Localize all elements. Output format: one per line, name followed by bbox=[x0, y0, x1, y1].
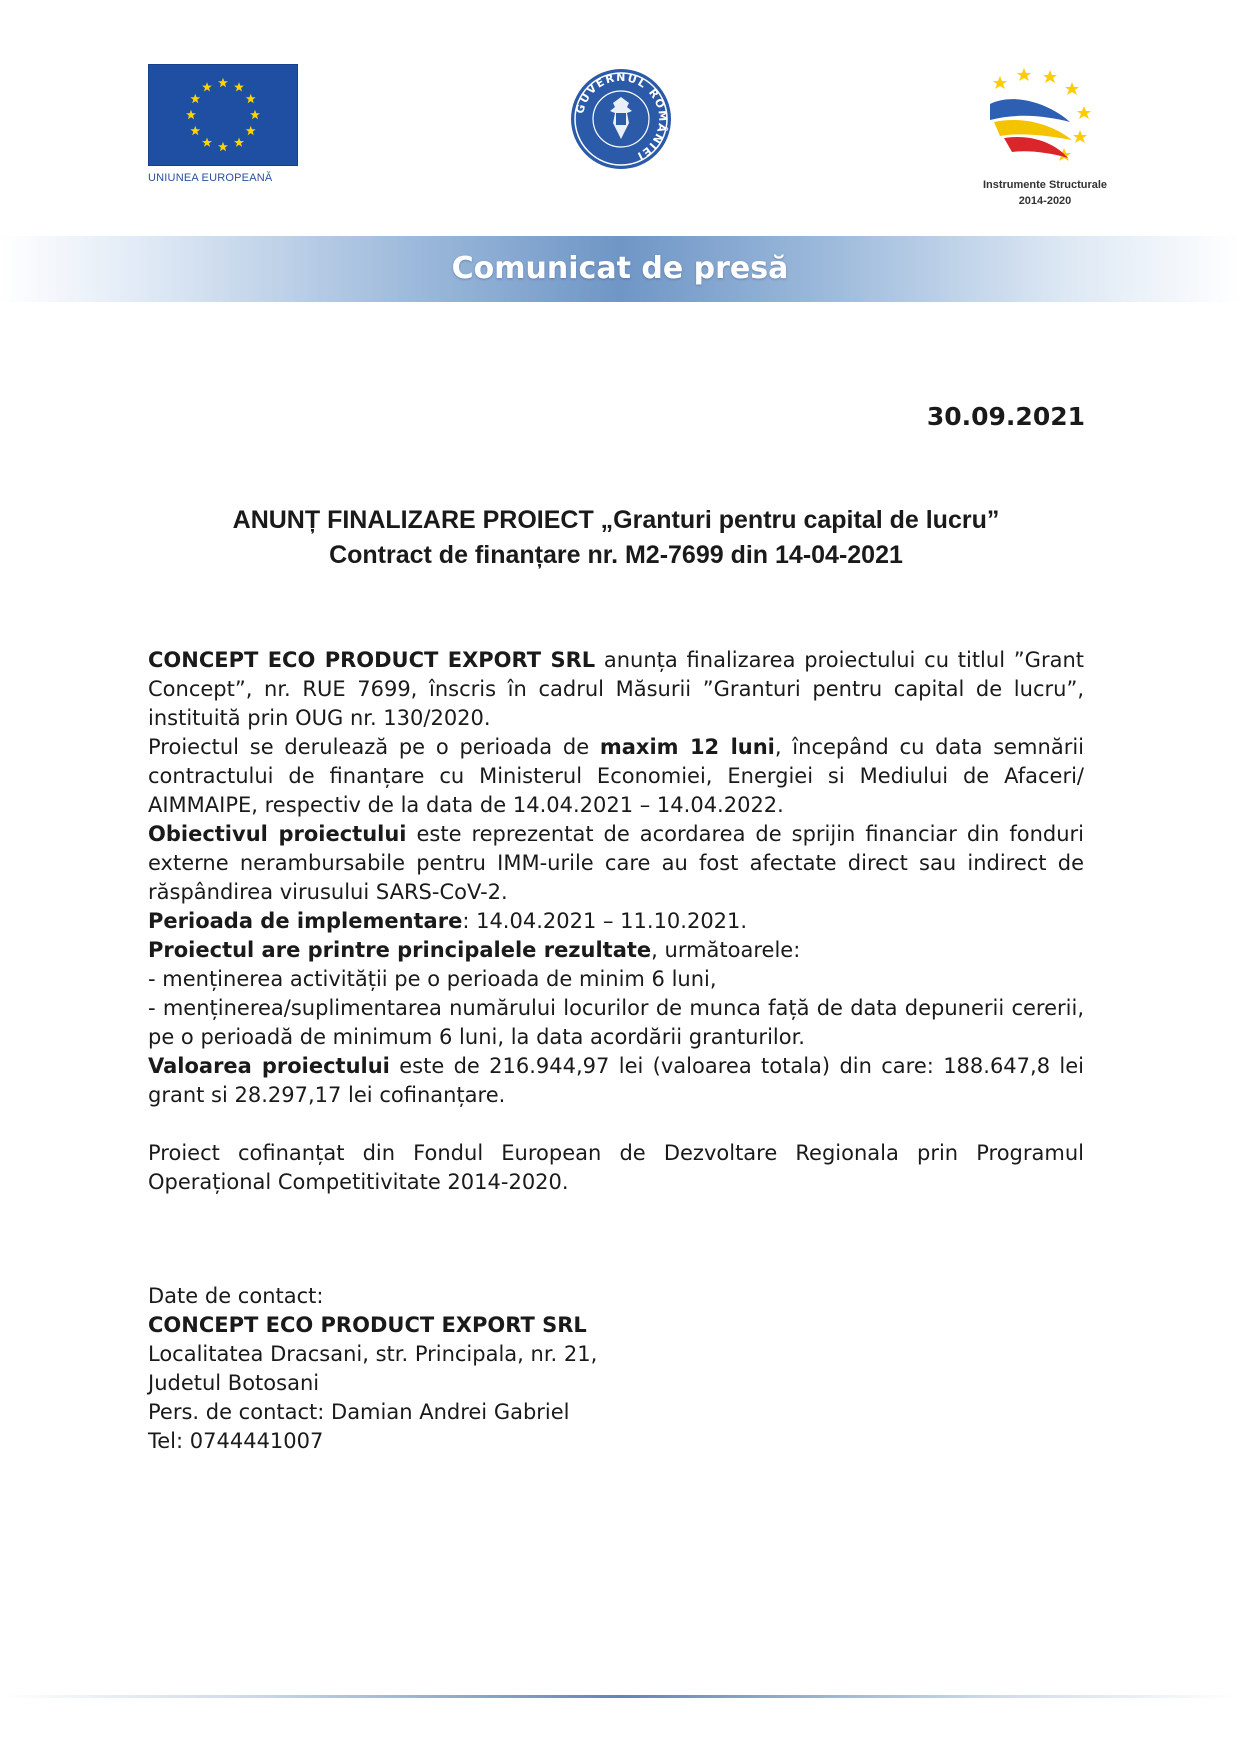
heading-line1: ANUNȚ FINALIZARE PROIECT „Granturi pentru capital de lucru” bbox=[232, 506, 1000, 534]
eu-star-icon bbox=[250, 110, 260, 119]
structural-instruments-emblem-icon bbox=[960, 62, 1130, 172]
eu-star-icon bbox=[246, 94, 256, 103]
eu-star-icon bbox=[218, 142, 228, 151]
paragraph-cofinancing: Proiect cofinanțat din Fondul European de Dezvoltare Regionala prin Programul Operațional Competitivitate 2014-2020. bbox=[148, 1141, 1084, 1194]
press-release-banner bbox=[0, 236, 1240, 302]
eu-star-icon bbox=[218, 78, 228, 87]
contact-person: Pers. de contact: Damian Andrei Gabriel bbox=[148, 1400, 570, 1424]
footer-divider bbox=[0, 1695, 1240, 1698]
eu-star-icon bbox=[246, 126, 256, 135]
paragraph-objective: Obiectivul proiectului este reprezentat de acordarea de sprijin financiar din fonduri externe nerambursabile pentru IMM-urile care au fost afectate direct sau indirect de răspândirea virusului SARS-CoV-2. bbox=[148, 822, 1084, 904]
paragraph-project-value: Valoarea proiectului este de 216.944,97 lei (valoarea totala) din care: 188.647,8 lei grant si 28.297,17 lei cofinanțare. bbox=[148, 1054, 1084, 1107]
document-heading bbox=[148, 503, 1084, 573]
result-item: - menținerea activității pe o perioada de minim 6 luni, bbox=[148, 967, 717, 991]
eu-caption: UNIUNEA EUROPEANĂ bbox=[148, 172, 273, 184]
contact-label: Date de contact: bbox=[148, 1284, 324, 1308]
contact-company: CONCEPT ECO PRODUCT EXPORT SRL bbox=[148, 1313, 587, 1337]
eu-flag-icon bbox=[148, 64, 298, 166]
company-name: CONCEPT ECO PRODUCT EXPORT SRL bbox=[148, 648, 596, 672]
document-date: 30.09.2021 bbox=[926, 402, 1085, 431]
eu-star-icon bbox=[234, 82, 244, 91]
eu-star-icon bbox=[190, 126, 200, 135]
result-item: - menținerea/suplimentarea numărului locurilor de munca față de data depunerii cererii, pe o perioadă de minimum 6 luni, la data acordării granturilor. bbox=[148, 996, 1084, 1049]
paragraph-duration: Proiectul se derulează pe o perioada de maxim 12 luni, începând cu data semnării contractului de finanțare cu Ministerul Economiei, Energiei si Mediului de Afaceri/ AIMMAIPE, respectiv de la data de 14.04.2021 – 14.04.2022. bbox=[148, 735, 1084, 817]
banner-title: Comunicat de presă bbox=[451, 251, 789, 286]
eu-logo bbox=[148, 64, 298, 184]
contact-county: Judetul Botosani bbox=[148, 1371, 320, 1395]
heading-line2: Contract de finanțare nr. M2-7699 din 14-04-2021 bbox=[329, 541, 903, 569]
paragraph-implementation-period: Perioada de implementare: 14.04.2021 – 11.10.2021. bbox=[148, 909, 748, 933]
is-caption-line2: 2014-2020 bbox=[1018, 195, 1072, 207]
paragraph-announcement: CONCEPT ECO PRODUCT EXPORT SRL anunța finalizarea proiectului cu titlul ”Grant Concept”, nr. RUE 7699, înscris în cadrul Măsurii ”Granturi pentru capital de lucru”, instituită prin OUG nr. 130/2020. bbox=[148, 648, 1084, 730]
paragraph-results: Proiectul are printre principalele rezultate, următoarele: bbox=[148, 938, 801, 962]
structural-instruments-logo bbox=[960, 62, 1130, 208]
contact-phone: Tel: 0744441007 bbox=[148, 1429, 324, 1453]
eu-star-icon bbox=[202, 82, 212, 91]
eu-star-icon bbox=[186, 110, 196, 119]
contact-block bbox=[148, 1282, 597, 1456]
eu-star-icon bbox=[190, 94, 200, 103]
eu-star-icon bbox=[202, 138, 212, 147]
duration-highlight: maxim 12 luni bbox=[599, 735, 775, 759]
document-body bbox=[148, 646, 1084, 1197]
gov-seal-text: GUVERNUL ROMÂNIEI bbox=[573, 70, 670, 164]
government-seal-logo bbox=[569, 67, 673, 171]
contact-address: Localitatea Dracsani, str. Principala, nr. 21, bbox=[148, 1342, 598, 1366]
is-caption-line1: Instrumente Structurale bbox=[982, 179, 1108, 191]
eu-star-icon bbox=[234, 138, 244, 147]
